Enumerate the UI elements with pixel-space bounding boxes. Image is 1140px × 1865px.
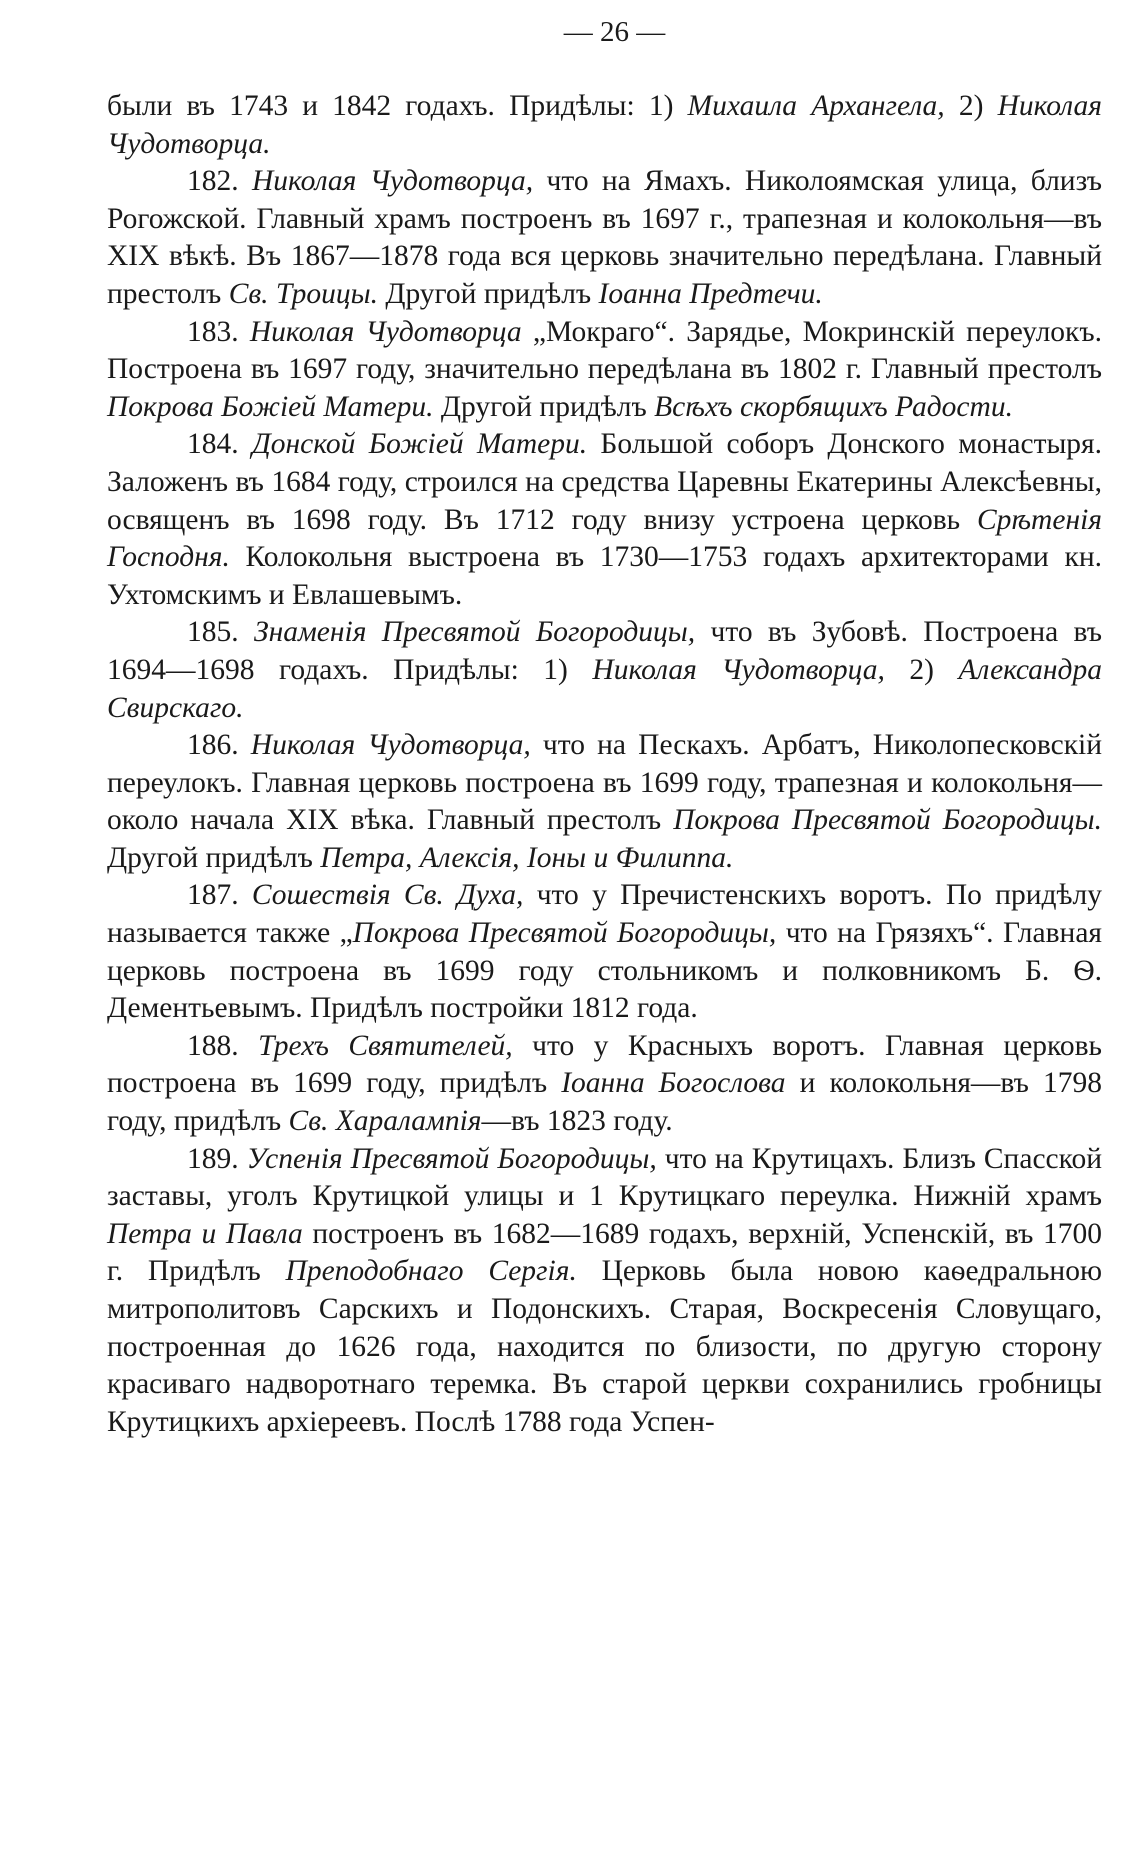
text-run: 2) (944, 90, 998, 122)
italic-name-run: Іоанна Предтечи. (598, 277, 823, 310)
entry-182 (107, 163, 1102, 313)
italic-name-run: Александра Свирскаго. (107, 653, 1102, 724)
italic-name-run: Петра, Алексія, Іоны и Филиппа. (320, 841, 734, 874)
text-run: что на Ямахъ. Николоямская улица, близъ Рогожской. Главный храмъ построенъ въ 1697 г., трапезная и колокольня—въ XIX вѣкѣ. Въ 1867—1878 года вся церковь значительно передѣлана. Главный престолъ (107, 165, 1102, 310)
text-run: 185. (187, 616, 254, 649)
italic-name-run: Петра и Павла (107, 1217, 303, 1250)
text-run: что на Крутицахъ. Близъ Спасской заставы, уголъ Крутицкой улицы и 1 Крутицкаго переулка. Нижній храмъ (107, 1142, 1103, 1213)
italic-name-run: Николая Чудотворца, (250, 729, 531, 762)
italic-name-run: Всѣхъ скорбящихъ Радости. (654, 390, 1013, 423)
text-run: Другой придѣлъ (377, 277, 599, 310)
entry-185 (107, 614, 1102, 727)
text-run: что у Пречистенскихъ воротъ. По придѣлу называется также „ (107, 879, 1102, 950)
entry-187 (107, 877, 1102, 1027)
text-run: „Мокраго“. Зарядье, Мокринскій переулокъ. Построена въ 1697 году, значительно передѣлана въ 1802 г. Главный престолъ (107, 315, 1102, 386)
text-run: что у Красныхъ воротъ. Главная церковь построена въ 1699 году, придѣлъ (107, 1029, 1103, 1100)
page-body (107, 88, 1102, 1441)
italic-name-run: Іоанна Богослова (561, 1067, 786, 1100)
text-run: Церковь была новою каѳедральною митрополитовъ Сарскихъ и Подонскихъ. Старая, Воскресенія Словущаго, построенная до 1626 года, находится по близости, по другую сторону красиваго надворотнаго теремка. Въ старой церкви сохранились гробницы Крутицкихъ архіереевъ. Послѣ 1788 года Успен- (107, 1255, 1103, 1438)
entry-184 (107, 426, 1102, 614)
text-run: 182. (187, 165, 252, 198)
text-run: 186. (187, 729, 251, 762)
italic-name-run: Михаила Архангела, (687, 90, 945, 122)
text-run: 187. (187, 879, 252, 912)
text-run: и колокольня—въ 1798 году, придѣлъ (107, 1067, 1102, 1138)
text-run: 188. (187, 1029, 259, 1062)
text-run: что въ Зубовѣ. Построена въ 1694—1698 годахъ. Придѣлы: 1) (107, 616, 1102, 686)
italic-name-run: Срѣтенія Господня. (107, 503, 1102, 574)
italic-name-run: Николая Чудотворца, (592, 653, 885, 686)
paragraph-continuation (107, 88, 1102, 163)
text-run: 2) (884, 653, 959, 686)
italic-name-run: Николая Чудотворца (249, 315, 522, 348)
italic-name-run: Донской Божіей Матери. (251, 428, 588, 461)
italic-name-run: Св. Харалампія (288, 1105, 482, 1138)
italic-name-run: Знаменія Пресвятой Богородицы, (253, 616, 696, 649)
italic-name-run: Николая Чудотворца, (251, 165, 534, 198)
italic-name-run: Покрова Божіей Матери. (107, 390, 434, 423)
entry-188 (107, 1028, 1102, 1141)
text-run: 184. (187, 428, 252, 461)
text-run: Колокольня выстроена въ 1730—1753 годахъ архитекторами кн. Ухтомскимъ и Евлашевымъ. (107, 541, 1102, 611)
entry-183 (107, 314, 1102, 427)
text-run: —въ 1823 году. (481, 1105, 673, 1138)
text-run: Другой придѣлъ (107, 841, 321, 874)
text-run: Большой соборъ Донского монастыря. Заложенъ въ 1684 году, строился на средства Царевны Екатерины Алексѣевны, освященъ въ 1698 году. Въ 1712 году внизу устроена церковь (107, 428, 1102, 536)
italic-name-run: Покрова Пресвятой Богородицы, (352, 917, 777, 950)
italic-name-run: Николая Чудотворца. (107, 90, 1102, 160)
text-run: 183. (187, 315, 250, 348)
italic-name-run: Преподобнаго Сергія. (285, 1255, 577, 1288)
page-number: — 26 — (563, 16, 666, 48)
text-run: что на Грязяхъ“. Главная церковь построена въ 1699 году стольникомъ и полковникомъ Б. Ѳ. Дементьевымъ. Придѣлъ постройки 1812 года. (107, 917, 1102, 1025)
entry-189 (107, 1141, 1102, 1442)
entry-186 (107, 727, 1102, 877)
italic-name-run: Трехъ Святителей, (258, 1029, 513, 1062)
italic-name-run: Св. Троицы. (228, 277, 378, 310)
italic-name-run: Покрова Пресвятой Богородицы. (673, 804, 1102, 837)
text-run: построенъ въ 1682—1689 годахъ, верхній, Успенскій, въ 1700 г. Придѣлъ (107, 1217, 1102, 1288)
text-run: что на Пескахъ. Арбатъ, Николопесковскій переулокъ. Главная церковь построена въ 1699 году, трапезная и колокольня—около начала XIX вѣка. Главный престолъ (107, 729, 1103, 837)
italic-name-run: Сошествія Св. Духа, (251, 879, 524, 912)
text-run: Другой придѣлъ (433, 390, 655, 423)
italic-name-run: Успенія Пресвятой Богородицы, (246, 1142, 657, 1175)
text-run: 189. (187, 1142, 247, 1175)
text-run: были въ 1743 и 1842 годахъ. Придѣлы: 1) (107, 90, 688, 122)
